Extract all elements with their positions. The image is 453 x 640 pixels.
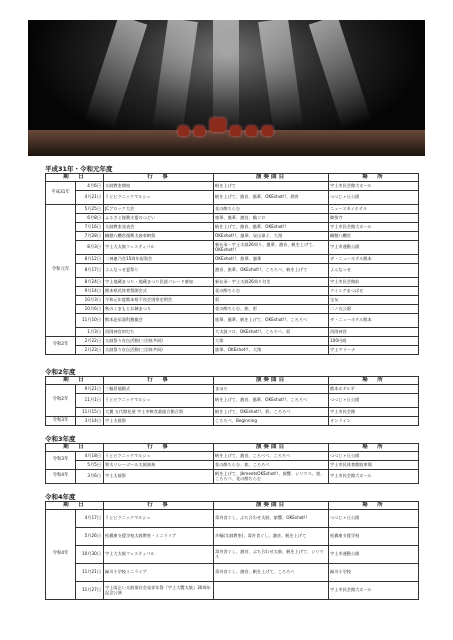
- date-cell: 1月3日: [76, 328, 104, 337]
- header-event: 行 事: [104, 174, 214, 182]
- event-cell: うとピクニックマルシェ: [104, 452, 214, 461]
- event-cell: JCブロック大会: [104, 205, 214, 214]
- pieces-cell: 毒舟食ぐし、激音、ぶち合わせ太鼓、帆を上げて、シリウス: [214, 546, 329, 564]
- place-cell: ウイングまつばせ: [329, 287, 419, 296]
- place-cell: 宝友: [329, 296, 419, 305]
- event-cell: 三幅冒地陽式: [104, 385, 214, 394]
- place-cell: 緑川小学校: [329, 564, 419, 582]
- pieces-cell: 帆を上げて、鋒meetsOKEshot!!、鼓響、シリウス、旅、ころろべ、花の酔ちらむ: [214, 470, 329, 484]
- event-cell: 宇土大太鼓フェスティバル: [104, 241, 214, 255]
- date-cell: 11月1日: [76, 394, 104, 408]
- event-cell: 太鼓祭り宣伝活動(三団体共同): [104, 346, 214, 355]
- place-cell: 宇土市運動公園: [329, 546, 419, 564]
- header-place: 場 所: [329, 502, 419, 510]
- section-h31-r1: [45, 165, 418, 355]
- date-cell: 11月21日: [76, 564, 104, 582]
- year-cell: 令和4年: [46, 470, 76, 484]
- header-event: 行 事: [104, 502, 214, 510]
- header-event: 行 事: [104, 444, 214, 452]
- event-cell: 宇土太鼓祭: [104, 470, 214, 484]
- year-cell: 令和3年: [46, 417, 76, 426]
- date-cell: 5月5日: [76, 461, 104, 470]
- date-cell: 9月21日: [76, 385, 104, 394]
- year-cell: 令和元年: [46, 205, 76, 337]
- place-cell: 宇土市民体育館駐車場: [329, 461, 419, 470]
- place-cell: 幟懸八幡宮: [329, 232, 419, 241]
- events-table: [45, 501, 419, 600]
- pieces-cell: 新伝承・宇土太鼓26周り、風華、激音、帆を上げて、OKEshot!!: [214, 241, 329, 255]
- event-cell: 二神連乃会15周年祝賀会: [104, 255, 214, 264]
- section-title: 平成31年・令和元年度: [45, 165, 113, 173]
- pieces-cell: 帆を上げて、激音、ころべべ、ころろべ: [214, 452, 329, 461]
- place-cell: 西岡神宮: [329, 328, 419, 337]
- event-cell: 宇土雨乞い太鼓保存会発祥年祭『宇土大響太鼓』30周年記念公演: [104, 582, 214, 600]
- place-cell: オンライン: [329, 417, 419, 426]
- date-cell: 11月15日: [76, 408, 104, 417]
- date-cell: 8月3日: [76, 241, 104, 255]
- place-cell: 宇土市民会館大ホール: [329, 582, 419, 600]
- event-cell: 令和元年度熊本県不良会別奉定例会: [104, 296, 214, 305]
- date-cell: 4月18日: [76, 452, 104, 461]
- section-title: 令和2年度: [45, 368, 76, 376]
- date-cell: 7月28日: [76, 232, 104, 241]
- event-cell: うとピクニックマルシェ: [104, 394, 214, 408]
- pieces-cell: 旅華、風華、激音、鶴ソロ: [214, 214, 329, 223]
- date-cell: 5月26日: [76, 528, 104, 546]
- place-cell: 宇土マリーナ: [329, 346, 419, 355]
- event-cell: ふるさと復興支援のつどい: [104, 214, 214, 223]
- pieces-cell: 大翔: [214, 337, 329, 346]
- pieces-cell: 激音、旅華、OKEshot!!、ころろべ、帆を上げて: [214, 264, 329, 278]
- place-cell: 宇土市民会館前: [329, 278, 419, 287]
- date-cell: 10月6日: [76, 305, 104, 314]
- year-cell: 令和2年: [46, 385, 76, 417]
- events-table: [45, 443, 419, 484]
- stage-photo: [28, 20, 425, 156]
- section-title: 令和3年度: [45, 435, 76, 443]
- pieces-cell: OKEshot!!、風華、昼山嶺子、大翔: [214, 232, 329, 241]
- event-cell: 宇土地蔵まつり・地蔵まつり民謡パレード参加: [104, 278, 214, 287]
- date-cell: 6月8日: [76, 214, 104, 223]
- date-cell: 10月3日: [76, 296, 104, 305]
- place-cell: 御領寺: [329, 214, 419, 223]
- event-cell: 太鼓教室発表会: [104, 223, 214, 232]
- place-cell: 二ノ丸公園: [329, 305, 419, 314]
- pieces-cell: ころろべ、Beginning: [214, 417, 329, 426]
- event-cell: 宇土大太鼓フェスティバル: [104, 546, 214, 564]
- section-r3: [45, 435, 418, 484]
- pieces-cell: OKEshot!!、旅華、風華: [214, 255, 329, 264]
- date-cell: 8月24日: [76, 278, 104, 287]
- place-cell: 宇土市運動公園: [329, 241, 419, 255]
- header-pieces: 演奏曲目: [214, 502, 329, 510]
- event-cell: 熊本泌尿器科懇親会: [104, 314, 214, 328]
- pieces-cell: 花の酔ちらむ: [214, 287, 329, 296]
- year-cell: 平成31年: [46, 182, 76, 205]
- header-place: 場 所: [329, 444, 419, 452]
- date-cell: 11月27日: [76, 582, 104, 600]
- place-cell: ニュースカイホテル: [329, 205, 419, 214]
- date-cell: 8月17日: [76, 264, 104, 278]
- pieces-cell: 帆を上げて: [214, 182, 329, 191]
- place-cell: よんなっせ: [329, 264, 419, 278]
- event-cell: 太鼓祭り宣伝活動(三団体共同): [104, 337, 214, 346]
- section-title: 令和4年度: [45, 493, 76, 501]
- date-cell: 8月12日: [76, 255, 104, 264]
- pieces-cell: まほろ: [214, 385, 329, 394]
- header-date: 期 日: [46, 444, 104, 452]
- section-r2: [45, 368, 418, 426]
- event-cell: 熊本県民体育祭開会式: [104, 287, 214, 296]
- pieces-cell: 帆を上げて、OKEshot!!、彩、ころろべ: [214, 408, 329, 417]
- event-cell: よんなっせ夏祭り: [104, 264, 214, 278]
- header-date: 期 日: [46, 174, 104, 182]
- pieces-cell: 新伝承・宇土太鼓26周り付き: [214, 278, 329, 287]
- pieces-cell: 花の酔ちらむ: [214, 205, 329, 214]
- place-cell: 100円商: [329, 337, 419, 346]
- year-cell: 令和2年: [46, 337, 76, 355]
- event-cell: 太鼓教室開校: [104, 182, 214, 191]
- place-cell: つつじヶ丘公園: [329, 452, 419, 461]
- date-cell: 4月17日: [76, 510, 104, 528]
- date-cell: 11月10日: [76, 314, 104, 328]
- place-cell: 宇土市民会館: [329, 408, 419, 417]
- pieces-cell: 毒舟食ぐし、激音、帆を上げて、ころろべ: [214, 564, 329, 582]
- place-cell: つつじヶ丘公園: [329, 191, 419, 205]
- event-cell: うとピクニックマルシェ: [104, 510, 214, 528]
- pieces-cell: 大太鼓ソロ、OKEshot!!、ころろべ、彩: [214, 328, 329, 337]
- pieces-cell: 花の酔ちらむ、旅、ころろべ: [214, 461, 329, 470]
- event-cell: 松橋東支援学校太鼓教室・ミニライブ: [104, 528, 214, 546]
- section-r4: [45, 493, 418, 600]
- event-cell: 智太リレーゴール太鼓演奏: [104, 461, 214, 470]
- header-date: 期 日: [46, 502, 104, 510]
- pieces-cell: 彩: [214, 296, 329, 305]
- date-cell: 5月25日: [76, 205, 104, 214]
- pieces-cell: [214, 582, 329, 600]
- place-cell: 宇土市民会館大ホール: [329, 470, 419, 484]
- event-cell: 緑川小学校ミニライブ: [104, 564, 214, 582]
- header-place: 場 所: [329, 377, 419, 385]
- date-cell: 2月23日: [76, 346, 104, 355]
- header-event: 行 事: [104, 377, 214, 385]
- pieces-cell: 旅華、風華、帆を上げて、OKEshot!!、ころろべ: [214, 314, 329, 328]
- date-cell: 3月14日: [76, 417, 104, 426]
- date-cell: 3月6日: [76, 470, 104, 484]
- year-cell: 令和4年: [46, 510, 76, 600]
- place-cell: つつじヶ丘公園: [329, 510, 419, 528]
- pieces-cell: 花の酔ちらむ、旅、彩: [214, 305, 329, 314]
- pieces-cell: 帆を上げて、激音、風華、OKEshot!!、熱宵: [214, 191, 329, 205]
- pieces-cell: 毒舟食ぐし、ぶち合わせ太鼓、旅響、OKEshot!!: [214, 510, 329, 528]
- place-cell: 宇土市民会館大ホール: [329, 223, 419, 232]
- event-cell: 西岡神宮初打ち: [104, 328, 214, 337]
- date-cell: 10月30日: [76, 546, 104, 564]
- pieces-cell: 歩幅(太鼓教室)、毒舟食ぐし、激音、帆を上げて: [214, 528, 329, 546]
- pieces-cell: 帆を上げて、激音、風華、OKEshot!!、ころろべ: [214, 394, 329, 408]
- date-cell: 4月21日: [76, 191, 104, 205]
- place-cell: つつじヶ丘公園: [329, 394, 419, 408]
- pieces-cell: 帆を上げて、激音、風華、OKEshot!!: [214, 223, 329, 232]
- header-pieces: 演奏曲目: [214, 174, 329, 182]
- event-cell: 大翼 五代開花展 宇土市軟食業組合館合祭: [104, 408, 214, 417]
- event-cell: 秋のくまもとお城まつり: [104, 305, 214, 314]
- header-date: 期 日: [46, 377, 104, 385]
- date-cell: 7月16日: [76, 223, 104, 232]
- place-cell: 熊本ホテル平: [329, 385, 419, 394]
- place-cell: ザ・ニューホテル熊本: [329, 314, 419, 328]
- date-cell: 9月14日: [76, 287, 104, 296]
- place-cell: 松橋東支援学校: [329, 528, 419, 546]
- events-table: [45, 376, 419, 426]
- pieces-cell: 旅華、OKEshot!!、大翔: [214, 346, 329, 355]
- date-cell: 2月22日: [76, 337, 104, 346]
- event-cell: うとピクニックマルシェ: [104, 191, 214, 205]
- place-cell: ザ・ニューホテル熊本: [329, 255, 419, 264]
- events-table: [45, 173, 419, 355]
- year-cell: 令和3年: [46, 452, 76, 470]
- header-place: 場 所: [329, 174, 419, 182]
- event-cell: 幟懸八幡宮復興太鼓奉納祭: [104, 232, 214, 241]
- event-cell: 宇土太鼓祭: [104, 417, 214, 426]
- date-cell: 4月6日: [76, 182, 104, 191]
- header-pieces: 演奏曲目: [214, 444, 329, 452]
- place-cell: 宇土市民会館大ホール: [329, 182, 419, 191]
- header-pieces: 演奏曲目: [214, 377, 329, 385]
